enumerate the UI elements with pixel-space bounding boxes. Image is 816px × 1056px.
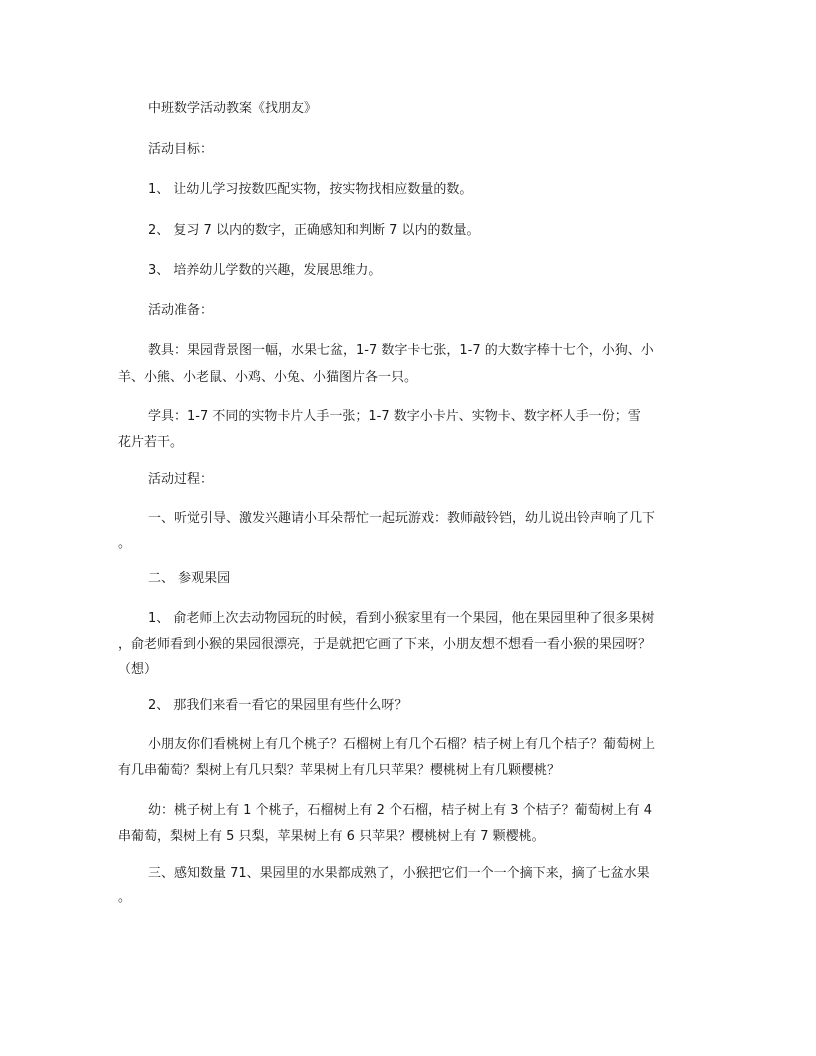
questions-line: 小朋友你们看桃树上有几个桃子？石榴树上有几个石榴？桔子树上有几个桔子？葡萄树上 [148, 737, 656, 752]
answers-line: 串葡萄，梨树上有 5 只梨，苹果树上有 6 只苹果？樱桃树上有 7 颗樱桃。 [118, 829, 545, 844]
step2-paragraph-line: （想） [118, 662, 158, 677]
answers-line: 幼：桃子树上有 1 个桃子，石榴树上有 2 个石榴，桔子树上有 3 个桔子？葡萄树上有 4 [148, 803, 653, 818]
student-tools-line: 学具：1-7 不同的实物卡片人手一张；1-7 数字小卡片、实物卡、数字杯人手一份；雪 [148, 409, 641, 424]
teacher-tools-line: 羊、小熊、小老鼠、小鸡、小兔、小猫图片各一只。 [118, 370, 418, 385]
prep-heading: 活动准备： [148, 303, 214, 318]
student-tools-line: 花片若干。 [118, 435, 184, 450]
step2-paragraph-line: 1、 俞老师上次去动物园玩的时候，看到小猴家里有一个果园，他在果园里种了很多果树 [148, 611, 655, 626]
step2-paragraph-line: ，俞老师看到小猴的果园很漂亮，于是就把它画了下来，小朋友想不想看一看小猴的果园呀？ [118, 637, 652, 652]
goal-item: 1、 让幼儿学习按数匹配实物，按实物找相应数量的数。 [148, 182, 473, 197]
step1-line: 一、听觉引导、激发兴趣请小耳朵帮忙一起玩游戏：教师敲铃铛，幼儿说出铃声响了几下 [148, 511, 656, 526]
step2-heading: 二、 参观果园 [148, 571, 231, 586]
step3-line: 。 [118, 890, 132, 905]
questions-line: 有几串葡萄？梨树上有几只梨？苹果树上有几只苹果？樱桃树上有几颗樱桃？ [118, 763, 561, 778]
process-heading: 活动过程： [148, 472, 214, 487]
goal-item: 3、 培养幼儿学数的兴趣，发展思维力。 [148, 263, 382, 278]
step3-line: 三、感知数量 71、果园里的水果都成熟了，小猴把它们一个一个摘下来，摘了七盆水果 [148, 866, 650, 881]
teacher-tools-line: 教具：果园背景图一幅，水果七盆，1-7 数字卡七张，1-7 的大数字棒十七个，小狗、小 [148, 343, 654, 358]
goal-item: 2、 复习 7 以内的数字，正确感知和判断 7 以内的数量。 [148, 223, 480, 238]
goal-heading: 活动目标： [148, 142, 214, 157]
step1-line: 。 [118, 536, 132, 551]
document-title: 中班数学活动教案《找朋友》 [148, 101, 318, 116]
step2-paragraph: 2、 那我们来看一看它的果园里有些什么呀？ [148, 698, 408, 713]
